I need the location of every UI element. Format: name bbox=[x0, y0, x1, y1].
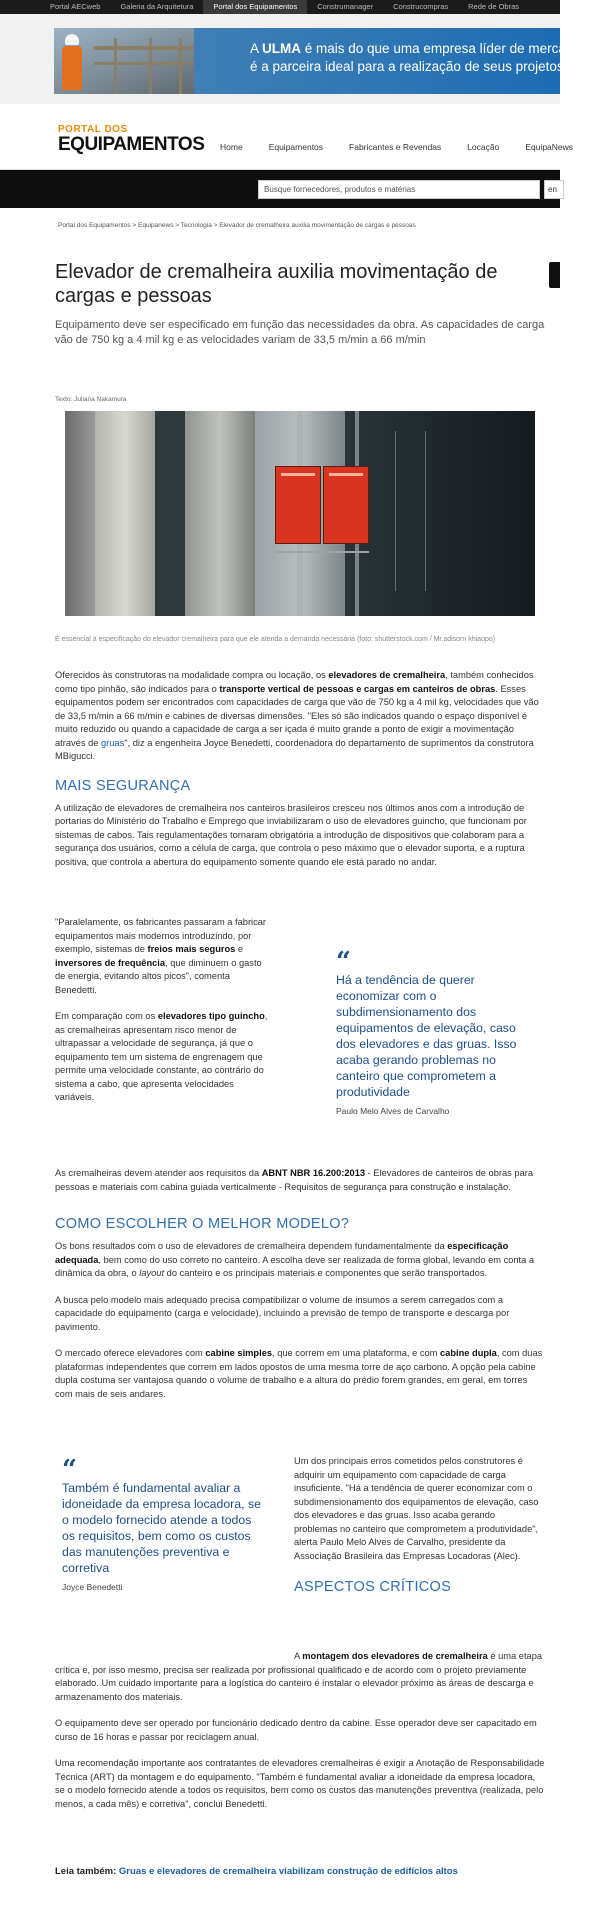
section-heading-aspectos: ASPECTOS CRÍTICOS bbox=[294, 1579, 452, 1595]
menu-item-fabricantes[interactable]: Fabricantes e Revendas bbox=[349, 142, 442, 152]
read-also-link[interactable]: Gruas e elevadores de cremalheira viabilizam construção de edifícios altos bbox=[118, 1866, 458, 1877]
site-header bbox=[0, 104, 574, 170]
ad-banner[interactable] bbox=[54, 28, 581, 94]
side-panel-tab[interactable] bbox=[549, 262, 560, 288]
article-photo bbox=[65, 411, 535, 616]
article-subtitle: Equipamento deve ser especificado em função das necessidades da obra. As capacidades de carga vão de 750 kg a 4 mil kg e as velocidades variam de 33,5 m/min a 66 m/min bbox=[55, 319, 545, 346]
paragraph: "Paralelamente, os fabricantes passaram a fabricar equipamentos mais modernos introduzindo, por exemplo, sistemas de freios mais seguros e inversores de frequência, que diminuem o gasto de energia, evitando altos picos", comenta Benedetti. bbox=[55, 917, 267, 995]
section-heading-seguranca: MAIS SEGURANÇA bbox=[55, 777, 191, 794]
banner-text: A ULMA é mais do que uma empresa líder de mercado é a parceira ideal para a realização de seus projetos. bbox=[250, 41, 581, 74]
worker-figure bbox=[60, 34, 84, 90]
quote-text: Também é fundamental avaliar a idoneidade da empresa locadora, se o modelo fornecido atende a todos os requisitos, bem como os custos das manutenções preventiva e corretiva bbox=[62, 1481, 261, 1575]
article-continued bbox=[55, 1167, 545, 1401]
gruas-link[interactable]: gruas bbox=[101, 737, 125, 748]
logo-small-text: PORTAL DOS bbox=[58, 124, 128, 135]
quote-text: Há a tendência de querer economizar com o subdimensionamento dos equipamentos de elevação, caso dos elevadores e das gruas. Isso acaba gerando problemas no canteiro que comprometem a produtividade bbox=[336, 973, 517, 1099]
search-input[interactable]: Busque fornecedores, produtos e matérias bbox=[258, 180, 540, 199]
network-link-construcompras[interactable]: Construcompras bbox=[393, 2, 449, 11]
banner-construction-image bbox=[54, 28, 194, 94]
paragraph: A busca pelo modelo mais adequado precisa compatibilizar o volume de insumos a serem carregados com a capacidade do equipamento (carga e velocidade), incluindo a previsão de tempo de transporte e descarga por pavimento. bbox=[55, 1294, 510, 1332]
paragraph: Oferecidos às construtoras na modalidade compra ou locação, os elevadores de cremalheira, também conhecidos como tipo pinhão, são indicados para o transporte vertical de pessoas e cargas em canteiros de obras. Esses equipamentos podem ser encontrados com capacidades de carga que vão de 750 kg a 4 mil kg, velocidades que vão de 33,5 m/min a 66 m/min e cabines de diversas dimensões. "Eles só são indicados quando o espaço disponível é muito reduzido ou quando a capacidade de carga a ser içada é muito grande a ponto de exigir a movimentação através de gruas", diz a engenheira Joyce Benedetti, coordenadora do departamento de suprimentos da construtora MBigucci. bbox=[55, 670, 539, 761]
read-also: Leia também: Gruas e elevadores de cremalheira viabilizam construção de edifícios altos bbox=[55, 1866, 458, 1877]
column-left-1 bbox=[55, 916, 273, 1105]
column-right-2 bbox=[294, 1455, 540, 1595]
paragraph: O equipamento deve ser operado por funcionário dedicado dentro da cabine. Esse operador deve ser capacitado em curso de 16 horas e passar por reciclagem anual. bbox=[55, 1718, 537, 1742]
menu-item-equipanews[interactable]: EquipaNews bbox=[525, 142, 574, 152]
paragraph: As cremalheiras devem atender aos requisitos da ABNT NBR 16.200:2013 - Elevadores de canteiros de obras para pessoas e materiais com cabina guiada verticalmente - Requisitos de segurança para construção e instalação. bbox=[55, 1168, 534, 1192]
site-logo[interactable] bbox=[58, 124, 204, 155]
paragraph: A utilização de elevadores de cremalheira nos canteiros brasileiros cresceu nos últimos anos com a introdução de portarias do Ministério do Trabalho e Emprego que inviabilizaram o uso de elevadores guincho, que funcionam por sistemas de cabos. Tais regulamentações tornaram obrigatória a introdução de dispositivos que colaboram para a segurança dos usuários, como a célula de carga, que controla o peso máximo que o elevador suporta, e a ruptura positiva, que controla a abertura do equipamento somente quando ele está parado no andar. bbox=[55, 802, 527, 867]
menu-item-home[interactable]: Home bbox=[220, 142, 243, 152]
main-menu bbox=[220, 142, 599, 152]
paragraph: O mercado oferece elevadores com cabine simples, que correm em uma plataforma, e com cabine dupla, com duas plataformas independentes que correm em lados opostos de uma mesma torre de aço carbono. A opção pela cabine dupla costuma ser vantajosa quando o volume de trabalho e a altura do prédio forem grandes, em geral, em torres com mais de seis andares. bbox=[55, 1348, 543, 1399]
network-link-galeria[interactable]: Galeria da Arquitetura bbox=[120, 2, 194, 11]
paragraph: Os bons resultados com o uso de elevadores de cremalheira dependem fundamentalmente da especificação adequada, bem como do uso correto no canteiro. A escolha deve ser realizada de forma global, levando em conta a dinâmica da obra, o layout do canteiro e os principais materiais e componentes que serão transportados. bbox=[55, 1241, 535, 1278]
paragraph: A montagem dos elevadores de cremalheira é uma etapa crítica e, por isso mesmo, precisa ser realizada por profissional qualificado e de acordo com o projeto previamente elaborado. Um cuidado importante para a logística do canteiro é instalar o elevador próximo às áreas de descarga e armazenamento dos materiais. bbox=[55, 1651, 543, 1702]
quote-mark-icon: “ bbox=[62, 1455, 77, 1485]
search-bar bbox=[0, 170, 560, 208]
network-link-rede-obras[interactable]: Rede de Obras bbox=[468, 2, 520, 11]
network-link-equipamentos[interactable]: Portal dos Equipamentos bbox=[203, 0, 307, 14]
article-title: Elevador de cremalheira auxilia movimentação de cargas e pessoas bbox=[55, 261, 498, 307]
network-link-aecweb[interactable]: Portal AECweb bbox=[50, 2, 101, 11]
pull-quote-1 bbox=[336, 947, 536, 1116]
article bbox=[55, 260, 545, 869]
section-heading-modelo: COMO ESCOLHER O MELHOR MODELO? bbox=[55, 1216, 350, 1232]
quote-author: Joyce Benedetti bbox=[62, 1582, 123, 1592]
photo-caption: É essencial a especificação do elevador cremalheira para que ele atenda a demanda necessária (foto: shutterstock.com / Mr.adisorn khiaopo) bbox=[55, 636, 496, 643]
ad-banner-area bbox=[0, 14, 581, 104]
quote-mark-icon: “ bbox=[336, 947, 351, 977]
network-nav bbox=[0, 0, 560, 14]
menu-item-locacao[interactable]: Locação bbox=[467, 142, 500, 152]
pull-quote-2 bbox=[62, 1455, 262, 1592]
logo-big-text: EQUIPAMENTOS bbox=[58, 134, 205, 155]
article-end bbox=[55, 1650, 545, 1811]
paragraph: Um dos principais erros cometidos pelos construtores é adquirir um equipamento com capacidade de carga insuficiente. "Há a tendência de querer economizar com o subdimensionamento dos equipamentos de elevação, caso dos elevadores e das gruas. Isso acaba gerando problemas no canteiro que comprometem a produtividade", alerta Paulo Melo Alves de Carvalho, presidente da Associação Brasileira das Empresas Locadoras (Alec). bbox=[294, 1456, 539, 1561]
paragraph: Uma recomendação importante aos contratantes de elevadores cremalheiras é exigir a Anotação de Responsabilidade Técnica (ART) da montagem e do equipamento. "Também é fundamental avaliar a idoneidade da empresa locadora, se o modelo fornecido atende a todos os requisitos, bem como os custos das manutenções preventiva (realizada, pelo menos, a cada mês) e corretiva", conclui Benedetti. bbox=[55, 1758, 545, 1809]
menu-item-equipamentos[interactable]: Equipamentos bbox=[268, 142, 324, 152]
search-button[interactable]: en bbox=[544, 180, 564, 199]
network-link-construmanager[interactable]: Construmanager bbox=[317, 2, 374, 11]
quote-author: Paulo Melo Alves de Carvalho bbox=[336, 1106, 450, 1116]
breadcrumb[interactable]: Portal dos Equipamentos > Equipanews > Tecnologia > Elevador de cremalheira auxilia movimentação de cargas e pessoas bbox=[58, 222, 416, 229]
article-byline: Texto: Juliana Nakamura bbox=[55, 396, 127, 403]
paragraph: Em comparação com os elevadores tipo guincho, as cremalheiras apresentam risco menor de ultrapassar a velocidade de segurança, já que o equipamento tem um sistema de engrenagem que permite uma velocidade constante, ao contrário do sistema a cabo, que apresenta velocidades variáveis. bbox=[55, 1011, 268, 1102]
